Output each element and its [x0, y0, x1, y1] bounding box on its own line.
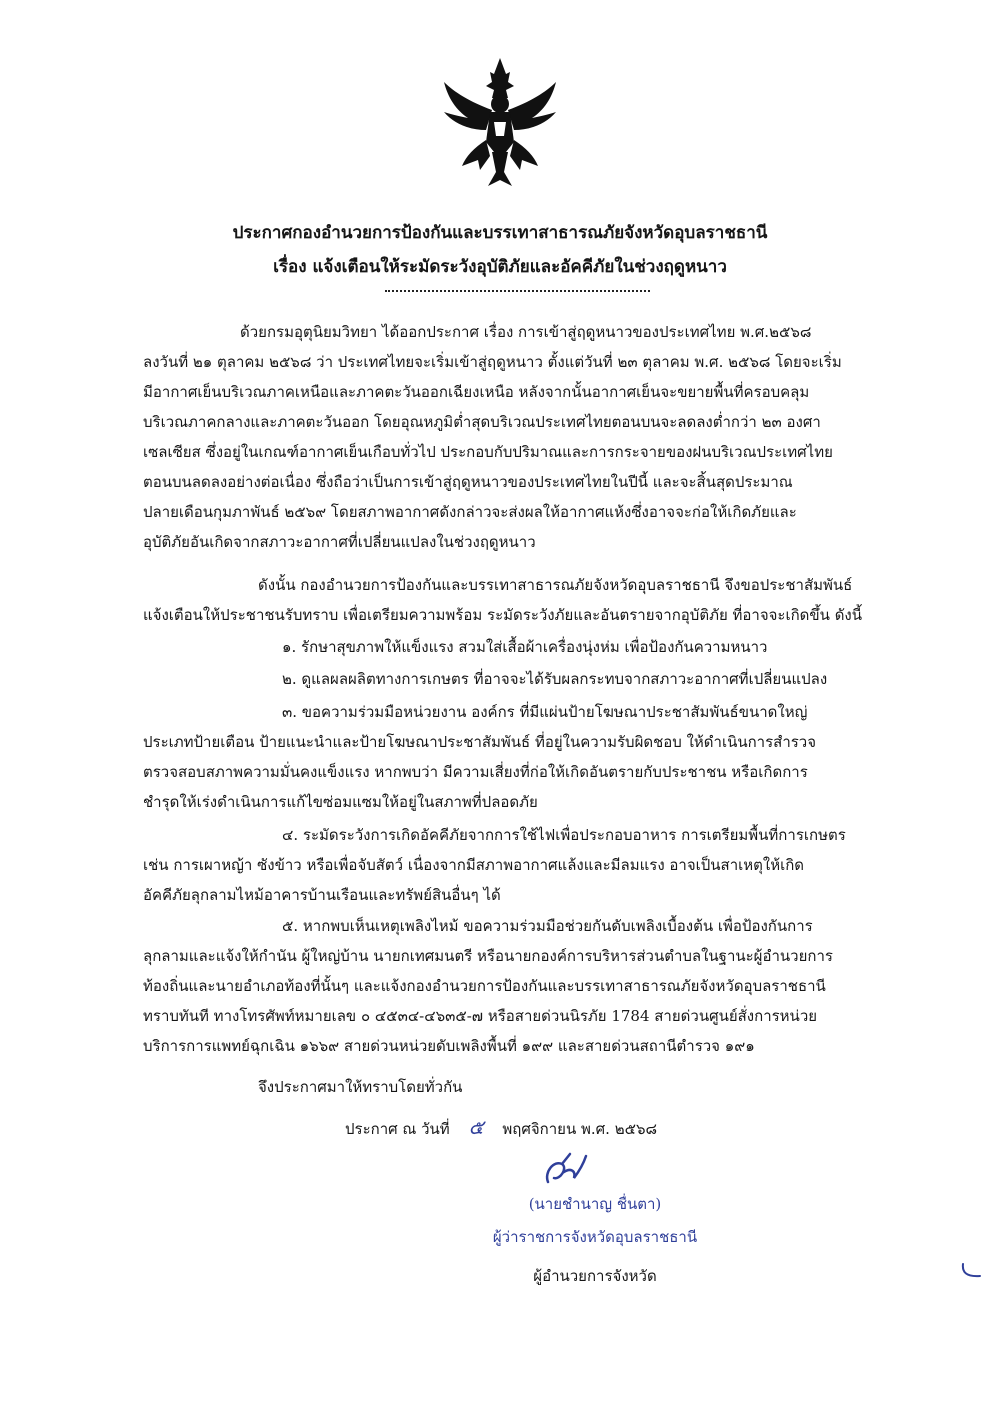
announcement-date	[345, 1115, 765, 1141]
list-item-3-line: ประเภทป้ายเตือน ป้ายแนะนำและป้ายโฆษณาประชาสัมพันธ์ ที่อยู่ในความรับผิดชอบ ให้ดำเนินการสำรวจ	[143, 733, 817, 751]
paragraph-1-line: บริเวณภาคกลางและภาคตะวันออก โดยอุณหภูมิต่ำสุดบริเวณประเทศไทยตอนบนจะลดลงต่ำกว่า ๒๓ องศา	[143, 413, 821, 431]
handwritten-signature	[540, 1150, 590, 1190]
dotted-divider	[385, 290, 650, 292]
date-day-handwritten: ๕	[468, 1115, 484, 1139]
list-item-3-line: ชำรุดให้เร่งดำเนินการแก้ไขซ่อมแซมให้อยู่ในสภาพที่ปลอดภัย	[143, 793, 538, 811]
paragraph-2-line: ดังนั้น กองอำนวยการป้องกันและบรรเทาสาธารณภัยจังหวัดอุบลราชธานี จึงขอประชาสัมพันธ์	[258, 576, 853, 594]
list-item-5-line: ทราบทันที ทางโทรศัพท์หมายเลข ๐ ๔๕๓๔-๔๖๓๕-๗ หรือสายด่วนนิรภัย 1784 สายด่วนศูนย์สั่งการหน่วย	[143, 1007, 818, 1025]
announcement-title: ประกาศกองอำนวยการป้องกันและบรรเทาสาธารณภัยจังหวัดอุบลราชธานี	[232, 223, 768, 243]
list-item-5-line: ท้องถิ่นและนายอำเภอท้องที่นั้นๆ และแจ้งกองอำนวยการป้องกันและบรรเทาสาธารณภัยจังหวัดอุบลราชธานี	[143, 977, 826, 995]
date-prefix: ประกาศ ณ วันที่	[345, 1120, 450, 1138]
paragraph-2-line: แจ้งเตือนให้ประชาชนรับทราบ เพื่อเตรียมความพร้อม ระมัดระวังภัยและอันตรายจากอุบัติภัย ที่อาจจะเกิดขึ้น ดังนี้	[143, 606, 863, 624]
paragraph-1-line: ปลายเดือนกุมภาพันธ์ ๒๕๖๙ โดยสภาพอากาศดังกล่าวจะส่งผลให้อากาศแห้งซึ่งอาจจะก่อให้เกิดภัยและ	[143, 503, 797, 521]
list-item-5-line: ๕. หากพบเห็นเหตุเพลิงไหม้ ขอความร่วมมือช่วยกันดับเพลิงเบื้องต้น เพื่อป้องกันการ	[282, 917, 813, 935]
date-suffix: พฤศจิกายน พ.ศ. ๒๕๖๘	[502, 1120, 658, 1138]
list-item-4-line: เช่น การเผาหญ้า ซังข้าว หรือเพื่อจับสัตว์ เนื่องจากมีสภาพอากาศแล้งและมีลมแรง อาจเป็นสาเหตุให้เกิด	[143, 856, 805, 874]
signatory-name: (นายชำนาญ ชื่นตา)	[528, 1195, 662, 1213]
signatory-role: ผู้อำนวยการจังหวัด	[533, 1267, 657, 1285]
list-item-5-line: บริการการแพทย์ฉุกเฉิน ๑๖๖๙ สายด่วนหน่วยดับเพลิงพื้นที่ ๑๙๙ และสายด่วนสถานีตำรวจ ๑๙๑	[143, 1037, 755, 1055]
paragraph-1-line: ด้วยกรมอุตุนิยมวิทยา ได้ออกประกาศ เรื่อง การเข้าสู่ฤดูหนาวของประเทศไทย พ.ศ.๒๕๖๘	[240, 323, 812, 341]
paragraph-1-line: อุบัติภัยอันเกิดจากสภาวะอากาศที่เปลี่ยนแปลงในช่วงฤดูหนาว	[143, 533, 536, 551]
signatory-position: ผู้ว่าราชการจังหวัดอุบลราชธานี	[492, 1228, 698, 1246]
announcement-subject: เรื่อง แจ้งเตือนให้ระมัดระวังอุบัติภัยและอัคคีภัยในช่วงฤดูหนาว	[273, 257, 727, 277]
list-item-2: ๒. ดูแลผลผลิตทางการเกษตร ที่อาจจะได้รับผลกระทบจากสภาวะอากาศที่เปลี่ยนแปลง	[282, 670, 828, 688]
paragraph-1-line: ตอนบนลดลงอย่างต่อเนื่อง ซึ่งถือว่าเป็นการเข้าสู่ฤดูหนาวของประเทศไทยในปีนี้ และจะสิ้นสุดประมาณ	[143, 473, 793, 491]
pen-stroke-mark	[960, 1262, 984, 1280]
paragraph-1-line: เซลเซียส ซึ่งอยู่ในเกณฑ์อากาศเย็นเกือบทั่วไป ประกอบกับปริมาณและการกระจายของฝนบริเวณประเทศไทย	[143, 443, 833, 461]
closing-statement: จึงประกาศมาให้ทราบโดยทั่วกัน	[258, 1078, 463, 1096]
list-item-1: ๑. รักษาสุขภาพให้แข็งแรง สวมใส่เสื้อผ้าเครื่องนุ่งห่ม เพื่อป้องกันความหนาว	[282, 638, 768, 656]
list-item-4-line: ๔. ระมัดระวังการเกิดอัคคีภัยจากการใช้ไฟเพื่อประกอบอาหาร การเตรียมพื้นที่การเกษตร	[282, 826, 846, 844]
garuda-emblem-icon	[440, 52, 560, 192]
list-item-3-line: ๓. ขอความร่วมมือหน่วยงาน องค์กร ที่มีแผ่นป้ายโฆษณาประชาสัมพันธ์ขนาดใหญ่	[282, 703, 808, 721]
paragraph-1-line: มีอากาศเย็นบริเวณภาคเหนือและภาคตะวันออกเฉียงเหนือ หลังจากนั้นอากาศเย็นจะขยายพื้นที่ครอบคลุม	[143, 383, 810, 401]
list-item-5-line: ลุกลามและแจ้งให้กำนัน ผู้ใหญ่บ้าน นายกเทศมนตรี หรือนายกองค์การบริหารส่วนตำบลในฐานะผู้อำนวยการ	[143, 947, 833, 965]
paragraph-1-line: ลงวันที่ ๒๑ ตุลาคม ๒๕๖๘ ว่า ประเทศไทยจะเริ่มเข้าสู่ฤดูหนาว ตั้งแต่วันที่ ๒๓ ตุลาคม พ.ศ. ๒๕๖๘ โดยจะเริ่ม	[143, 353, 842, 371]
list-item-4-line: อัคคีภัยลุกลามไหม้อาคารบ้านเรือนและทรัพย์สินอื่นๆ ได้	[143, 886, 501, 904]
list-item-3-line: ตรวจสอบสภาพความมั่นคงแข็งแรง หากพบว่า มีความเสี่ยงที่ก่อให้เกิดอันตรายกับประชาชน หรือเกิดการ	[143, 763, 808, 781]
